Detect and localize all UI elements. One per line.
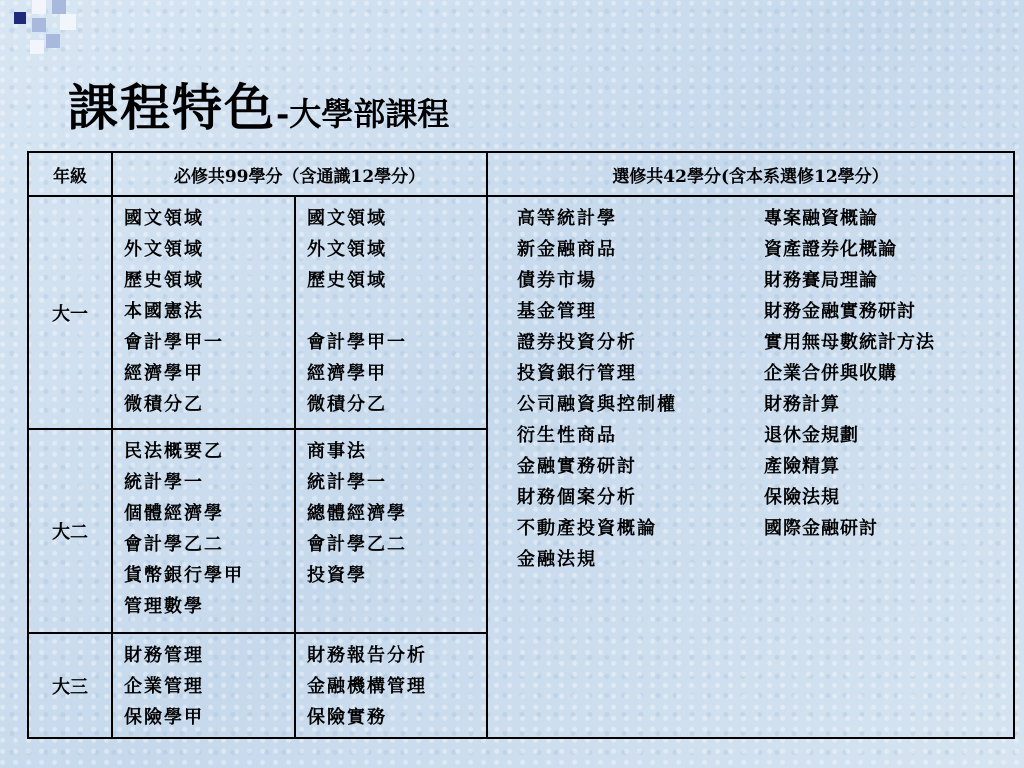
course-item: 商事法 <box>307 441 367 462</box>
elective-item: 衍生性商品 <box>517 425 617 446</box>
curriculum-table <box>27 151 1015 739</box>
elective-item: 基金管理 <box>517 301 597 322</box>
corner-square-2 <box>32 0 46 14</box>
elective-item: 高等統計學 <box>517 208 617 229</box>
course-item: 國文領域 <box>124 208 204 229</box>
course-item: 經濟學甲 <box>307 363 387 384</box>
course-item: 統計學一 <box>307 472 387 493</box>
course-item: 貨幣銀行學甲 <box>124 565 244 586</box>
year-label: 大二 <box>52 522 88 543</box>
course-item: 民法概要乙 <box>124 441 224 462</box>
course-item: 企業管理 <box>124 676 204 697</box>
elective-item: 債券市場 <box>517 270 597 291</box>
table-divider-h1 <box>29 195 1013 197</box>
course-item: 會計學甲一 <box>124 332 224 353</box>
corner-square-5 <box>60 14 76 30</box>
course-list-required-a <box>124 436 244 622</box>
elective-item: 金融實務研討 <box>517 456 637 477</box>
elective-item: 新金融商品 <box>517 239 617 260</box>
course-list-required-b <box>307 640 427 733</box>
elective-item: 國際金融研討 <box>764 518 878 539</box>
elective-item: 資產證券化概論 <box>764 239 897 260</box>
course-item: 外文領域 <box>124 239 204 260</box>
corner-square-6 <box>46 34 60 48</box>
elective-item: 證券投資分析 <box>517 332 637 353</box>
elective-list-col1 <box>517 203 677 575</box>
elective-item: 不動產投資概論 <box>517 518 657 539</box>
course-item <box>307 296 407 327</box>
table-divider-v3 <box>486 153 488 737</box>
header-year: 年級 <box>53 166 87 187</box>
course-item: 金融機構管理 <box>307 676 427 697</box>
course-item: 國文領域 <box>307 208 387 229</box>
elective-item: 保險法規 <box>764 487 840 508</box>
header-elective: 選修共42學分(含本系選修12學分） <box>612 166 889 187</box>
elective-item: 產險精算 <box>764 456 840 477</box>
elective-item: 公司融資與控制權 <box>517 394 677 415</box>
elective-item: 財務個案分析 <box>517 487 637 508</box>
corner-square-7 <box>30 40 44 54</box>
course-list-required-b <box>307 436 407 591</box>
elective-item: 投資銀行管理 <box>517 363 637 384</box>
elective-item: 財務賽局理論 <box>764 270 878 291</box>
elective-item: 財務金融實務研討 <box>764 301 916 322</box>
course-item: 個體經濟學 <box>124 503 224 524</box>
course-item: 財務管理 <box>124 645 204 666</box>
title-main: 課程特色 <box>68 78 276 137</box>
course-item: 統計學一 <box>124 472 204 493</box>
course-item: 微積分乙 <box>307 394 387 415</box>
page-title <box>68 68 449 138</box>
course-item: 財務報告分析 <box>307 645 427 666</box>
course-item: 保險學甲 <box>124 707 204 728</box>
course-item: 保險實務 <box>307 707 387 728</box>
year-label: 大三 <box>52 676 88 698</box>
elective-item: 金融法規 <box>517 549 597 570</box>
course-list-required-b <box>307 203 407 420</box>
table-divider-v2 <box>294 195 296 737</box>
corner-square-3 <box>52 0 66 14</box>
title-sub: -大學部課程 <box>276 95 450 133</box>
elective-item: 實用無母數統計方法 <box>764 332 935 353</box>
corner-square-4 <box>32 18 46 32</box>
course-item: 總體經濟學 <box>307 503 407 524</box>
elective-list-col2 <box>764 203 935 544</box>
course-item: 管理數學 <box>124 596 204 617</box>
elective-item: 退休金規劃 <box>764 425 859 446</box>
header-required: 必修共99學分（含通識12學分） <box>173 166 426 187</box>
elective-item: 財務計算 <box>764 394 840 415</box>
course-item: 經濟學甲 <box>124 363 204 384</box>
elective-item: 企業合併與收購 <box>764 363 897 384</box>
corner-square-1 <box>14 12 26 24</box>
elective-item: 專案融資概論 <box>764 208 878 229</box>
course-item: 外文領域 <box>307 239 387 260</box>
course-item: 歷史領域 <box>307 270 387 291</box>
year-label: 大一 <box>52 303 88 325</box>
course-item: 會計學乙二 <box>307 534 407 555</box>
course-item: 本國憲法 <box>124 301 204 322</box>
course-list-required-a <box>124 640 204 733</box>
course-item: 會計學乙二 <box>124 534 224 555</box>
course-item: 微積分乙 <box>124 394 204 415</box>
table-divider-v1 <box>111 153 113 737</box>
course-item: 會計學甲一 <box>307 332 407 353</box>
course-list-required-a <box>124 203 224 420</box>
course-item: 歷史領域 <box>124 270 204 291</box>
course-item: 投資學 <box>307 565 367 586</box>
